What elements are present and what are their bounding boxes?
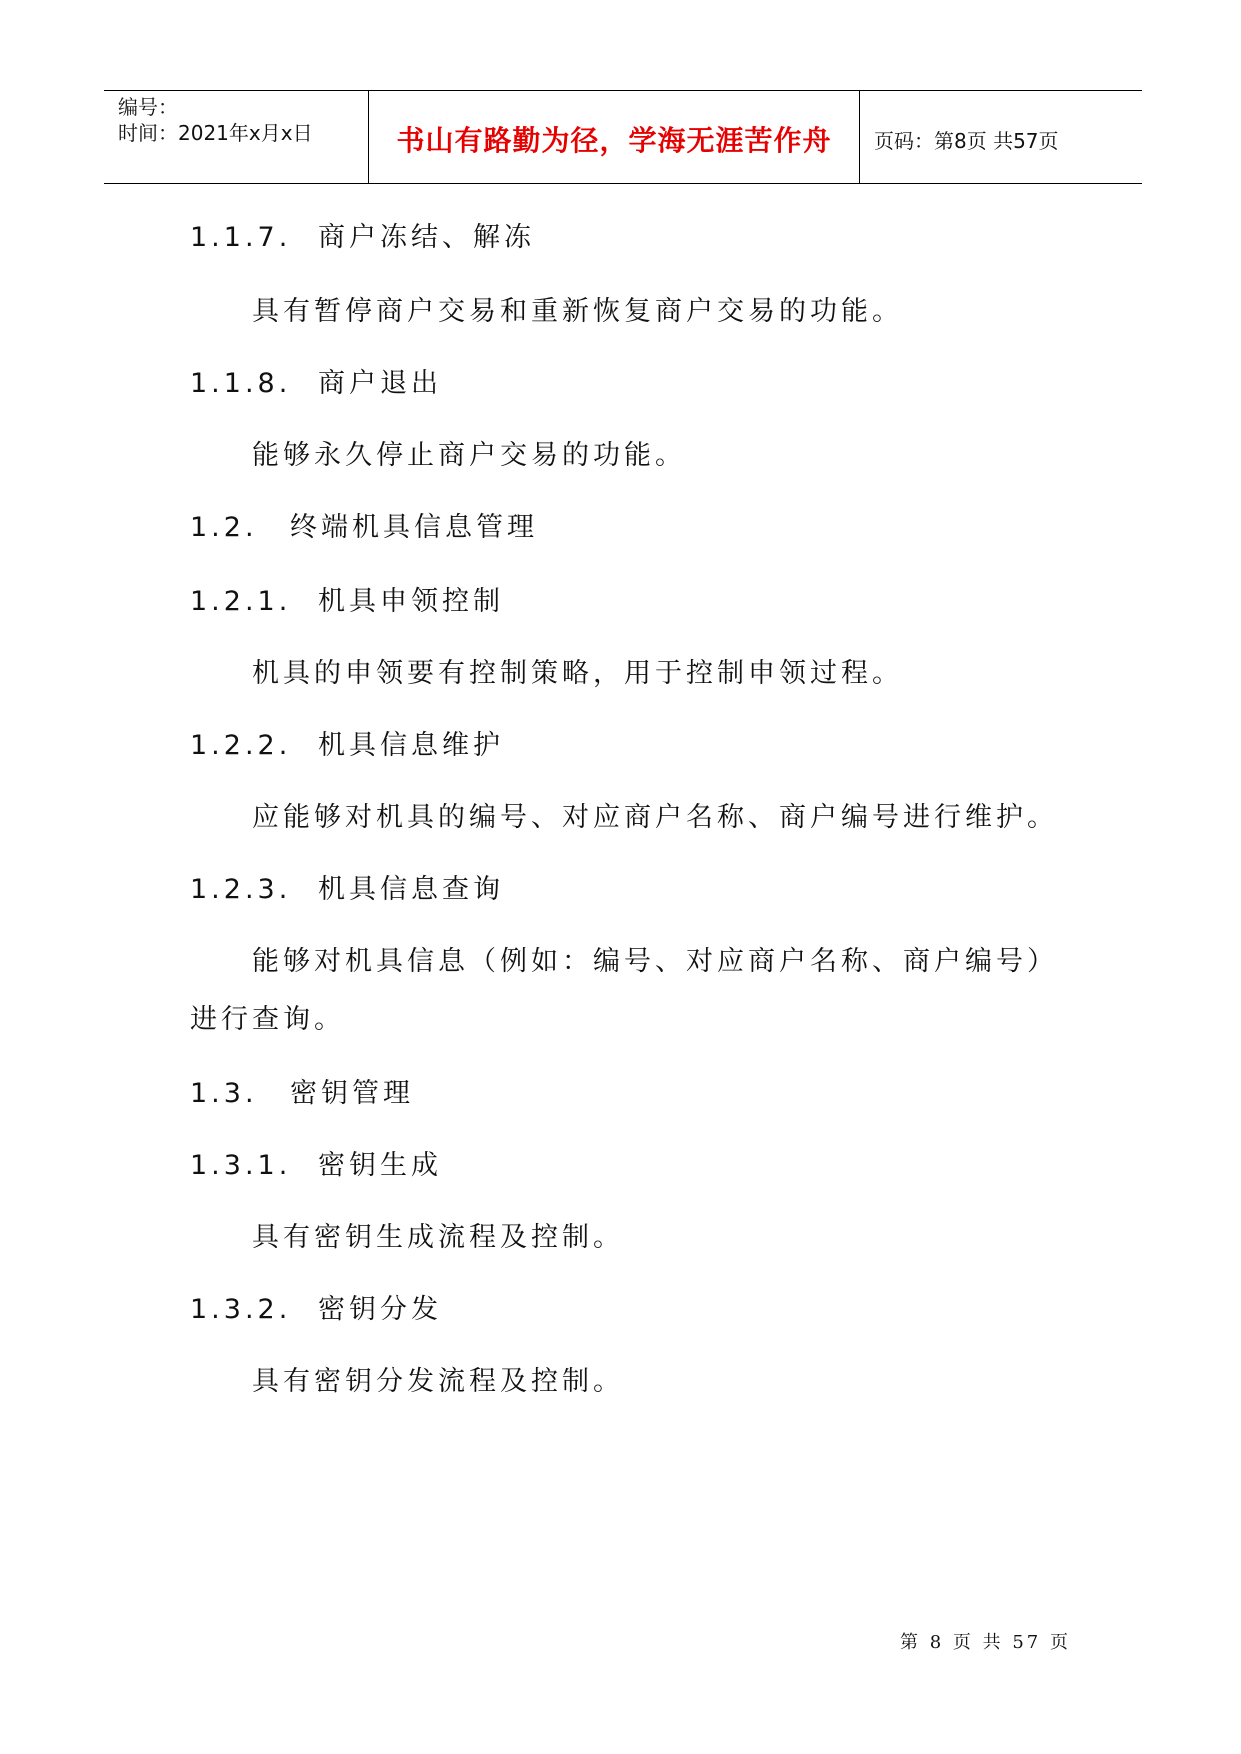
header-motto: 书山有路勤为径，学海无涯苦作舟 [396, 124, 832, 157]
heading-number: 1.1.8. [190, 368, 292, 399]
header-meta-cell [104, 91, 368, 183]
heading-number: 1.1.7. [190, 222, 292, 253]
heading-number: 1.2.2. [190, 730, 292, 761]
heading-1-3 [190, 1074, 414, 1114]
heading-number: 1.2. [190, 512, 258, 543]
paragraph: 具有密钥分发流程及控制。 [252, 1366, 624, 1397]
heading-number: 1.2.3. [190, 874, 292, 905]
heading-1-2-2 [190, 726, 504, 766]
heading-title: 密钥管理 [290, 1078, 414, 1109]
page-footer: 第 8 页 共 57 页 [900, 1632, 1071, 1653]
header-motto-cell [368, 91, 860, 183]
heading-title: 终端机具信息管理 [290, 512, 538, 543]
page-header [104, 90, 1142, 184]
heading-title: 商户退出 [318, 368, 442, 399]
doc-time-label: 时间：2021年x月x日 [118, 121, 313, 145]
paragraph: 具有密钥生成流程及控制。 [252, 1222, 624, 1253]
header-page-code: 页码：第8页 共57页 [874, 129, 1059, 153]
header-page-cell [860, 91, 1142, 183]
paragraph-continuation: 进行查询。 [190, 1004, 345, 1035]
paragraph: 应能够对机具的编号、对应商户名称、商户编号进行维护。 [252, 802, 1058, 833]
heading-title: 机具信息查询 [318, 874, 504, 905]
heading-title: 机具申领控制 [318, 586, 504, 617]
heading-1-1-7 [190, 218, 535, 258]
heading-1-1-8 [190, 364, 442, 404]
heading-1-3-1 [190, 1146, 442, 1186]
heading-title: 密钥生成 [318, 1150, 442, 1181]
heading-number: 1.2.1. [190, 586, 292, 617]
heading-1-2-3 [190, 870, 504, 910]
paragraph: 具有暂停商户交易和重新恢复商户交易的功能。 [252, 296, 903, 327]
heading-title: 密钥分发 [318, 1294, 442, 1325]
heading-1-2 [190, 508, 538, 548]
heading-1-2-1 [190, 582, 504, 622]
doc-number-label: 编号： [118, 95, 178, 119]
paragraph: 能够对机具信息（例如：编号、对应商户名称、商户编号） [252, 946, 1058, 977]
paragraph: 机具的申领要有控制策略，用于控制申领过程。 [252, 658, 903, 689]
heading-number: 1.3.1. [190, 1150, 292, 1181]
heading-title: 商户冻结、解冻 [318, 222, 535, 253]
heading-title: 机具信息维护 [318, 730, 504, 761]
heading-number: 1.3.2. [190, 1294, 292, 1325]
heading-number: 1.3. [190, 1078, 258, 1109]
heading-1-3-2 [190, 1290, 442, 1330]
paragraph: 能够永久停止商户交易的功能。 [252, 440, 686, 471]
